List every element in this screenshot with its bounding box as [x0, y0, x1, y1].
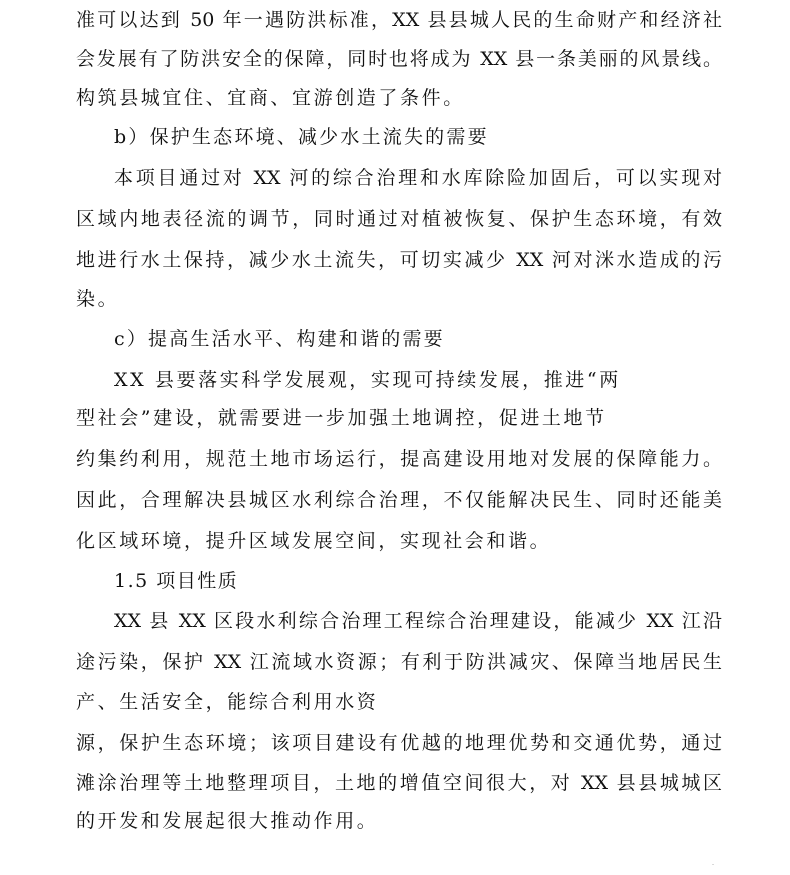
paragraph-line: 会发展有了防洪安全的保障，同时也将成为 XX 县一条美丽的风景线。 [76, 48, 722, 70]
page-corner-mark: ˑ [712, 862, 715, 869]
section-heading: 1.5 项目性质 [114, 570, 239, 592]
paragraph-line: 染。 [76, 288, 120, 310]
paragraph-line: 约集约利用，规范土地市场运行，提高建设用地对发展的保障能力。 [76, 448, 722, 470]
subsection-heading: c）提高生活水平、构建和谐的需要 [114, 328, 445, 350]
paragraph-line: 途污染，保护 XX 江流域水资源；有利于防洪减灾、保障当地居民生 [76, 651, 722, 673]
paragraph-line: 的开发和发展起很大推动作用。 [76, 810, 379, 832]
paragraph-line: 本项目通过对 XX 河的综合治理和水库除险加固后，可以实现对 [114, 167, 722, 189]
paragraph-line: 构筑县城宜住、宜商、宜游创造了条件。 [76, 87, 465, 109]
paragraph-line: XX 县要落实科学发展观，实现可持续发展，推进“两 [114, 369, 621, 391]
paragraph-line: 型社会”建设，就需要进一步加强土地调控，促进土地节 [76, 407, 607, 429]
paragraph-line: 化区域环境，提升区域发展空间，实现社会和谐。 [76, 530, 552, 552]
paragraph-line: 准可以达到 50 年一遇防洪标准，XX 县县城人民的生命财产和经济社 [76, 9, 722, 31]
paragraph-line: 滩涂治理等土地整理项目，土地的增值空间很大，对 XX 县县城城区 [76, 772, 722, 794]
paragraph-line: XX 县 XX 区段水利综合治理工程综合治理建设，能减少 XX 江沿 [114, 610, 722, 632]
paragraph-line: 产、生活安全，能综合利用水资 [76, 691, 379, 713]
paragraph-line: 地进行水土保持，减少水土流失，可切实减少 XX 河对洣水造成的污 [76, 249, 722, 271]
paragraph-line: 因此，合理解决县城区水利综合治理，不仅能解决民生、同时还能美 [76, 489, 722, 511]
paragraph-line: 源，保护生态环境；该项目建设有优越的地理优势和交通优势，通过 [76, 732, 722, 754]
subsection-heading: b）保护生态环境、减少水土流失的需要 [114, 126, 489, 148]
paragraph-line: 区域内地表径流的调节，同时通过对植被恢复、保护生态环境，有效 [76, 208, 722, 230]
